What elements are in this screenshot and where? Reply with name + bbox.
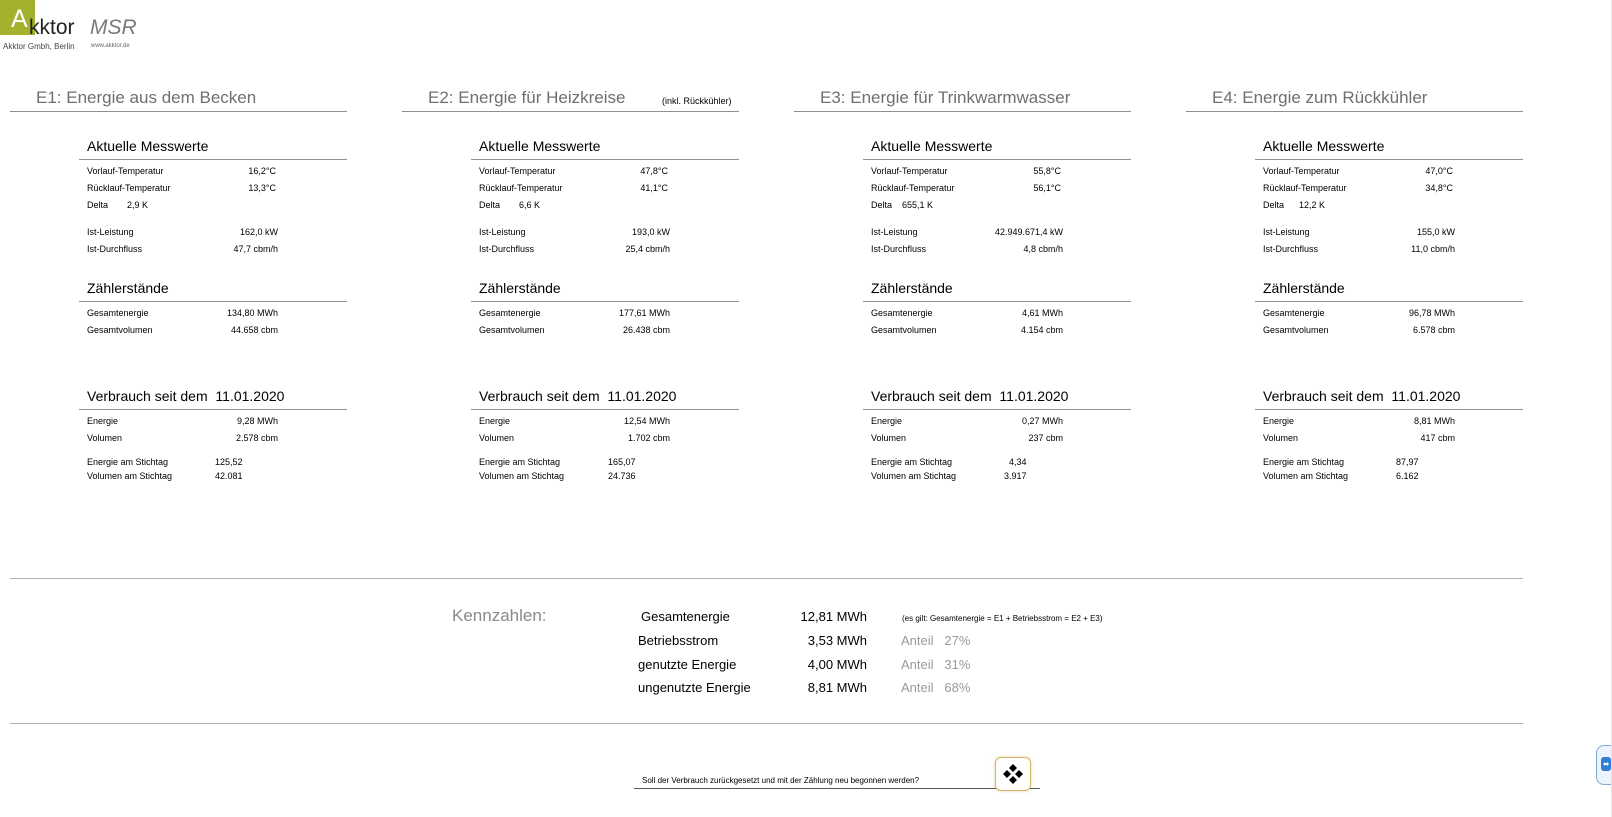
divider (10, 578, 1523, 579)
stichtag-volumen-value: 24.736 (608, 471, 636, 481)
leistung-value: 155,0 kW (1416, 227, 1455, 237)
vorlauf-label: Vorlauf-Temperatur (871, 166, 948, 176)
kennzahlen-formula-note: (es gilt: Gesamtenergie = E1 + Betriebsstrom = E2 + E3) (902, 614, 1103, 623)
aktuelle-header: Aktuelle Messwerte (479, 138, 601, 154)
gesamtenergie-label: Gesamtenergie (87, 308, 149, 318)
logo-letter: A (11, 5, 28, 33)
gesamtvolumen-value: 6.578 cbm (1412, 325, 1455, 335)
divider (10, 111, 347, 112)
verbrauch-energie-label: Energie (479, 416, 511, 426)
durchfluss-label: Ist-Durchfluss (479, 244, 535, 254)
gesamtenergie-label: Gesamtenergie (871, 308, 933, 318)
delta-value: 6,6 K (519, 200, 541, 210)
verbrauch-volumen-value: 417 cbm (1420, 433, 1455, 443)
stichtag-volumen-value: 3.917 (1004, 471, 1027, 481)
verbrauch-energie-value: 12,54 MWh (623, 416, 670, 426)
stichtag-volumen-label: Volumen am Stichtag (871, 471, 957, 481)
verbrauch-volumen-label: Volumen (479, 433, 515, 443)
verbrauch-volumen-value: 237 cbm (1028, 433, 1063, 443)
section-title: E2: Energie für Heizkreise (428, 88, 626, 107)
divider (10, 723, 1523, 724)
durchfluss-label: Ist-Durchfluss (87, 244, 143, 254)
side-support-tab[interactable] (1596, 745, 1612, 785)
kz-genutzte-label: genutzte Energie (638, 657, 737, 672)
stichtag-energie-value: 87,97 (1396, 457, 1419, 467)
leistung-label: Ist-Leistung (871, 227, 918, 237)
kz-ungenutzte-value: 8,81 MWh (807, 680, 867, 695)
verbrauch-volumen-value: 1.702 cbm (627, 433, 670, 443)
section-note: (inkl. Rückkühler) (662, 96, 732, 106)
gesamtenergie-label: Gesamtenergie (1263, 308, 1325, 318)
ruecklauf-value: 41,1°C (640, 183, 668, 193)
verbrauch-energie-label: Energie (871, 416, 903, 426)
kz-gesamtenergie-value: 12,81 MWh (800, 609, 867, 624)
divider (471, 301, 739, 302)
leistung-value: 193,0 kW (631, 227, 670, 237)
zaehler-header: Zählerstände (871, 280, 953, 296)
divider (79, 159, 347, 160)
ruecklauf-value: 13,3°C (248, 183, 276, 193)
kz-betriebsstrom-anteil-value: 27% (944, 633, 971, 648)
divider (402, 111, 739, 112)
kz-ungenutzte-anteil-value: 68% (944, 680, 971, 695)
durchfluss-value: 11,0 cbm/h (1411, 244, 1455, 254)
verbrauch-energie-label: Energie (1263, 416, 1295, 426)
kz-genutzte-anteil: Anteil 31% (901, 657, 971, 672)
ruecklauf-label: Rücklauf-Temperatur (479, 183, 563, 193)
ruecklauf-value: 56,1°C (1033, 183, 1061, 193)
gesamtenergie-label: Gesamtenergie (479, 308, 541, 318)
durchfluss-label: Ist-Durchfluss (871, 244, 927, 254)
kz-genutzte-value: 4,00 MWh (807, 657, 867, 672)
stichtag-energie-value: 125,52 (215, 457, 243, 467)
vorlauf-label: Vorlauf-Temperatur (87, 166, 164, 176)
stichtag-energie-value: 4,34 (1009, 457, 1027, 467)
divider (863, 159, 1131, 160)
verbrauch-date: 11.01.2020 (1391, 388, 1461, 404)
gesamtvolumen-label: Gesamtvolumen (87, 325, 153, 335)
kz-ungenutzte-label: ungenutzte Energie (638, 680, 751, 695)
verbrauch-volumen-value: 2.578 cbm (235, 433, 278, 443)
kennzahlen-title: Kennzahlen: (452, 606, 547, 625)
stichtag-energie-label: Energie am Stichtag (87, 457, 169, 467)
stichtag-energie-label: Energie am Stichtag (871, 457, 953, 467)
logo-suffix: MSR (90, 16, 137, 39)
stichtag-energie-value: 165,07 (608, 457, 636, 467)
leistung-value: 42.949.671,4 kW (994, 227, 1063, 237)
logo-website: www.akktor.de (91, 43, 130, 49)
zaehler-header: Zählerstände (87, 280, 169, 296)
vorlauf-label: Vorlauf-Temperatur (1263, 166, 1340, 176)
verbrauch-date: 11.01.2020 (215, 388, 285, 404)
gesamtenergie-value: 4,61 MWh (1021, 308, 1063, 318)
vorlauf-label: Vorlauf-Temperatur (479, 166, 556, 176)
kz-betriebsstrom-value: 3,53 MWh (807, 633, 867, 648)
divider (794, 111, 1131, 112)
section-title: E4: Energie zum Rückkühler (1212, 88, 1428, 107)
reset-underline (634, 788, 1040, 789)
verbrauch-header: Verbrauch seit dem 11.01.2020 (1263, 388, 1461, 404)
kz-genutzte-anteil-value: 31% (944, 657, 971, 672)
logo-name: kktor (29, 16, 75, 39)
delta-value: 2,9 K (127, 200, 149, 210)
divider (1255, 409, 1523, 410)
kz-ungenutzte-anteil: Anteil 68% (901, 680, 971, 695)
stichtag-volumen-value: 6.162 (1396, 471, 1419, 481)
gesamtvolumen-label: Gesamtvolumen (871, 325, 937, 335)
durchfluss-value: 4,8 cbm/h (1023, 244, 1063, 254)
gesamtenergie-value: 96,78 MWh (1408, 308, 1455, 318)
aktuelle-header: Aktuelle Messwerte (1263, 138, 1385, 154)
verbrauch-volumen-label: Volumen (87, 433, 123, 443)
divider (863, 301, 1131, 302)
gesamtenergie-value: 134,80 MWh (226, 308, 278, 318)
vorlauf-value: 47,8°C (640, 166, 668, 176)
verbrauch-energie-value: 9,28 MWh (236, 416, 278, 426)
leistung-value: 162,0 kW (239, 227, 278, 237)
ruecklauf-label: Rücklauf-Temperatur (87, 183, 171, 193)
gesamtvolumen-value: 4.154 cbm (1020, 325, 1063, 335)
verbrauch-header: Verbrauch seit dem 11.01.2020 (871, 388, 1069, 404)
section-title: E3: Energie für Trinkwarmwasser (820, 88, 1071, 107)
verbrauch-energie-value: 8,81 MWh (1413, 416, 1455, 426)
leistung-label: Ist-Leistung (87, 227, 134, 237)
verbrauch-energie-value: 0,27 MWh (1021, 416, 1063, 426)
vorlauf-value: 16,2°C (248, 166, 276, 176)
zaehler-header: Zählerstände (479, 280, 561, 296)
aktuelle-header: Aktuelle Messwerte (871, 138, 993, 154)
delta-value: 12,2 K (1299, 200, 1326, 210)
stichtag-volumen-label: Volumen am Stichtag (479, 471, 565, 481)
vorlauf-value: 47,0°C (1425, 166, 1453, 176)
delta-label: Delta (87, 200, 109, 210)
verbrauch-header: Verbrauch seit dem 11.01.2020 (479, 388, 677, 404)
reset-question: Soll der Verbrauch zurückgesetzt und mit der Zählung neu begonnen werden? (642, 776, 920, 785)
reset-button[interactable] (995, 757, 1031, 791)
durchfluss-label: Ist-Durchfluss (1263, 244, 1319, 254)
ruecklauf-value: 34,8°C (1425, 183, 1453, 193)
gesamtvolumen-label: Gesamtvolumen (479, 325, 545, 335)
leistung-label: Ist-Leistung (1263, 227, 1310, 237)
leistung-label: Ist-Leistung (479, 227, 526, 237)
verbrauch-header: Verbrauch seit dem 11.01.2020 (87, 388, 285, 404)
vorlauf-value: 55,8°C (1033, 166, 1061, 176)
verbrauch-volumen-label: Volumen (871, 433, 907, 443)
kz-betriebsstrom-anteil: Anteil 27% (901, 633, 971, 648)
divider (1255, 159, 1523, 160)
stichtag-volumen-value: 42.081 (215, 471, 243, 481)
divider (1255, 301, 1523, 302)
ruecklauf-label: Rücklauf-Temperatur (1263, 183, 1347, 193)
gesamtvolumen-value: 26.438 cbm (622, 325, 670, 335)
gesamtenergie-value: 177,61 MWh (618, 308, 670, 318)
section-title: E1: Energie aus dem Becken (36, 88, 257, 107)
delta-label: Delta (871, 200, 893, 210)
stichtag-volumen-label: Volumen am Stichtag (1263, 471, 1349, 481)
verbrauch-volumen-label: Volumen (1263, 433, 1299, 443)
kz-gesamtenergie-label: Gesamtenergie (641, 609, 730, 624)
four-diamonds-icon (1002, 763, 1024, 785)
divider (471, 159, 739, 160)
divider (1186, 111, 1523, 112)
stichtag-energie-label: Energie am Stichtag (479, 457, 561, 467)
stichtag-energie-label: Energie am Stichtag (1263, 457, 1345, 467)
gesamtvolumen-value: 44.658 cbm (230, 325, 278, 335)
durchfluss-value: 47,7 cbm/h (233, 244, 278, 254)
verbrauch-date: 11.01.2020 (607, 388, 677, 404)
delta-label: Delta (1263, 200, 1285, 210)
logo-company: Akktor Gmbh, Berlin (3, 42, 75, 51)
divider (79, 301, 347, 302)
divider (863, 409, 1131, 410)
stichtag-volumen-label: Volumen am Stichtag (87, 471, 173, 481)
divider (471, 409, 739, 410)
verbrauch-date: 11.01.2020 (999, 388, 1069, 404)
delta-value: 655,1 K (902, 200, 934, 210)
zaehler-header: Zählerstände (1263, 280, 1345, 296)
ruecklauf-label: Rücklauf-Temperatur (871, 183, 955, 193)
divider (79, 409, 347, 410)
durchfluss-value: 25,4 cbm/h (625, 244, 670, 254)
gesamtvolumen-label: Gesamtvolumen (1263, 325, 1329, 335)
verbrauch-energie-label: Energie (87, 416, 119, 426)
aktuelle-header: Aktuelle Messwerte (87, 138, 209, 154)
delta-label: Delta (479, 200, 501, 210)
kz-betriebsstrom-label: Betriebsstrom (638, 633, 719, 648)
